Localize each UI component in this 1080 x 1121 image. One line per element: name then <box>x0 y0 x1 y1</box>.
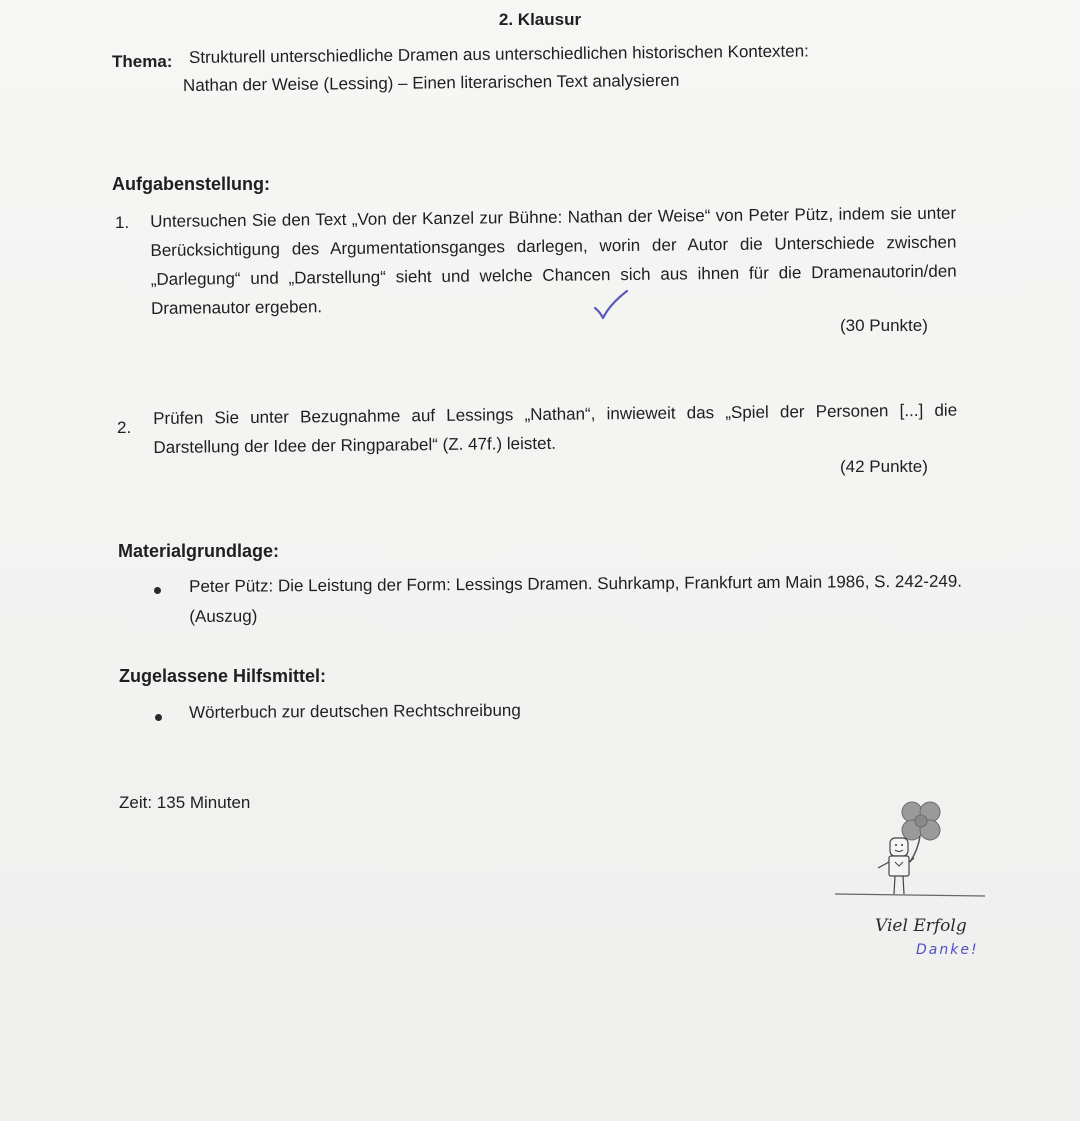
document-title: 2. Klausur <box>498 10 582 29</box>
material-bullet <box>154 587 161 594</box>
hilfsmittel-heading: Zugelassene Hilfsmittel: <box>119 666 327 686</box>
hilfsmittel-item: Wörterbuch zur deutschen Rechtschreibung <box>189 700 521 722</box>
zeit-label: Zeit: 135 Minuten <box>119 793 251 812</box>
task-1-number: 1. <box>115 213 130 232</box>
material-heading: Materialgrundlage: <box>118 541 280 561</box>
thema-line-1: Strukturell unterschiedliche Dramen aus unterschiedlichen historischen Kontexten: <box>188 41 809 67</box>
task-1-text: Untersuchen Sie den Text „Von der Kanzel zur Bühne: Nathan der Weise“ von Peter Pütz, indem sie unter Berücksichtigung des Argumentationsganges darlegen, worin der Autor die Unterschiede zwischen „Darlegung“ und „Darstellung“ sieht und welche Chancen sich aus ihnen für die Dramenautorin/den Dramenautor ergeben. <box>150 203 957 318</box>
task-2-number: 2. <box>117 418 132 437</box>
thema-line-2: Nathan der Weise (Lessing) – Einen literarischen Text analysieren <box>182 70 680 95</box>
clover-figure-icon <box>830 798 990 908</box>
aufgaben-heading: Aufgabenstellung: <box>112 174 270 194</box>
material-item: Peter Pütz: Die Leistung der Form: Lessings Dramen. Suhrkamp, Frankfurt am Main 1986, S. 242-249. (Auszug) <box>189 571 963 626</box>
task-2-points: (42 Punkte) <box>840 457 928 476</box>
check-mark-icon <box>592 288 632 322</box>
closing-wish: Viel Erfolg <box>875 916 967 936</box>
task-1-points: (30 Punkte) <box>840 316 928 335</box>
task-2-text: Prüfen Sie unter Bezugnahme auf Lessings „Nathan“, inwieweit das „Spiel der Personen [...] die Darstellung der Idee der Ringparabel“ (Z. 47f.) leistet. <box>153 400 958 457</box>
closing-reply: Danke! <box>916 942 979 958</box>
thema-label: Thema: <box>112 52 173 71</box>
hilfsmittel-bullet <box>155 714 162 721</box>
